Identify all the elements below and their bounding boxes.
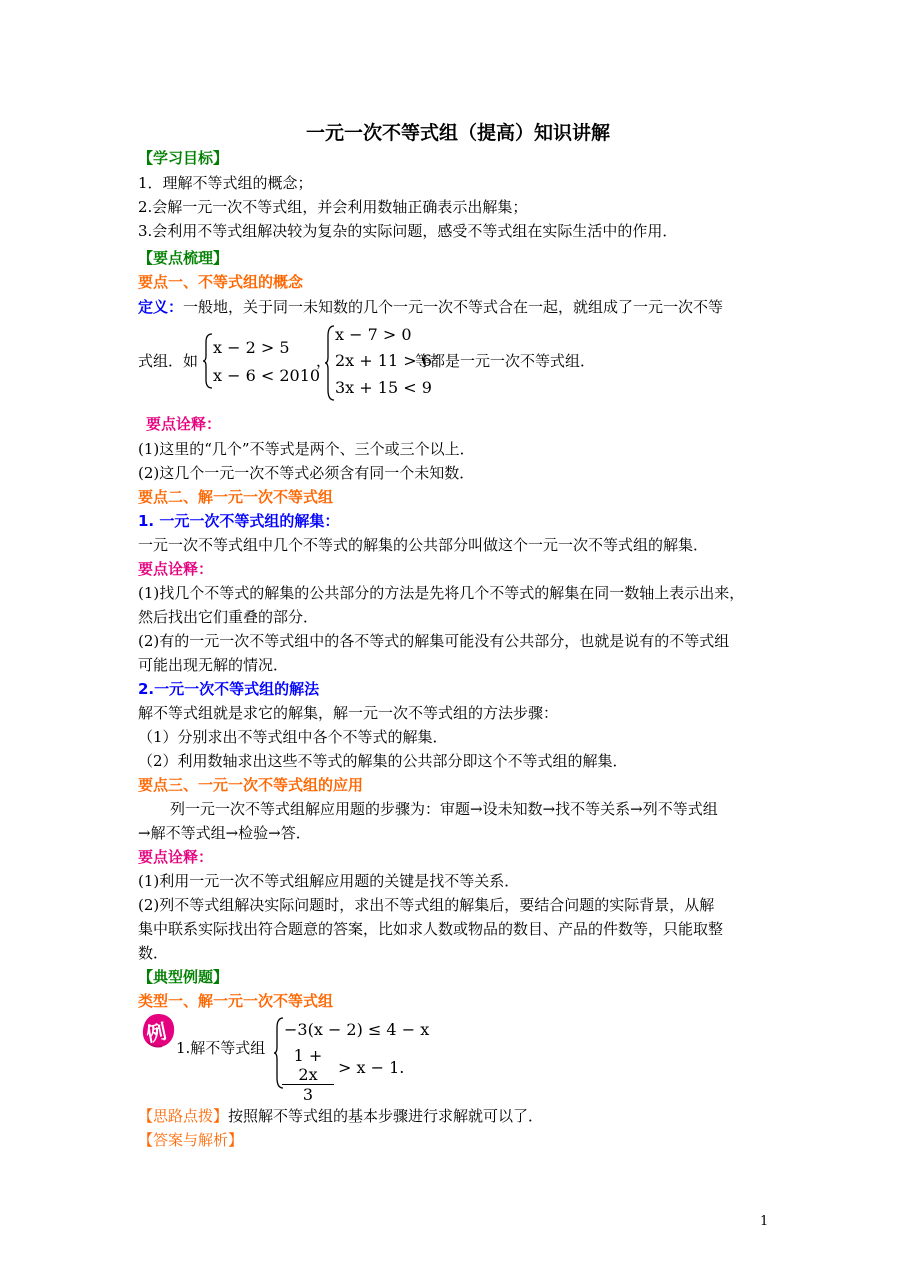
point3-note-3: 集中联系实际找出符合题意的答案，比如求人数或物品的数目、产品的件数等，只能取整 [138,920,724,938]
hint-label: 【思路点拨】 [138,1107,229,1125]
definition-line2-a: 式组．如 [138,352,199,370]
sys1-row2: x − 6 < 2010 [213,366,321,385]
point2-sub1-heading: 1. 一元一次不等式组的解集： [138,512,340,530]
point2-note-3: (2)有的一元一次不等式组中的各不等式的解集可能没有公共部分，也就是说有的不等式组 [138,632,730,650]
section-examples: 【典型例题】 [138,968,229,986]
fraction-numerator: 1 + 2x [282,1046,334,1085]
point2-sub2-heading: 2.一元一次不等式组的解法 [138,680,320,698]
section-points: 【要点梳理】 [138,249,229,267]
goal-3: 3.会利用不等式组解决较为复杂的实际问题，感受不等式组在实际生活中的作用． [138,222,678,240]
point2-note-2: 然后找出它们重叠的部分． [138,608,319,626]
point1-heading: 要点一、不等式组的概念 [138,273,304,291]
point2-sub2-text: 解不等式组就是求它的解集，解一元一次不等式组的方法步骤： [138,704,559,722]
point3-text-1: 列一元一次不等式组解应用题的步骤为：审题→设未知数→找不等关系→列不等式组 [170,800,718,818]
point2-note-4: 可能出现无解的情况． [138,656,289,674]
point3-heading: 要点三、一元一次不等式组的应用 [138,776,364,794]
definition-label: 定义： [138,298,184,316]
point2-step-2: （2）利用数轴求出这些不等式的解集的公共部分即这个不等式组的解集． [138,752,628,770]
hint-text: 按照解不等式组的基本步骤进行求解就可以了． [228,1107,544,1125]
definition-line2-c: 等都是一元一次不等式组． [415,352,596,370]
point1-note-heading: 要点诠释： [146,415,222,433]
page-number: 1 [760,1214,769,1229]
page-title: 一元一次不等式组（提高）知识讲解 [305,122,610,144]
point1-note-1: (1)这里的“几个”不等式是两个、三个或三个以上． [138,440,475,458]
point3-text-2: →解不等式组→检验→答． [138,824,311,842]
sys1-row1: x − 2 > 5 [213,338,290,357]
point1-note-2: (2)这几个一元一次不等式必须含有同一个未知数． [138,464,475,482]
point3-note-1: (1)利用一元一次不等式组解应用题的关键是找不等关系． [138,872,520,890]
point3-note-2: (2)列不等式组解决实际问题时，求出不等式组的解集后，要结合问题的实际背景，从解 [138,896,715,914]
answer-label: 【答案与解析】 [138,1131,244,1149]
point3-note-heading: 要点诠释： [138,848,214,866]
example1-label: 1.解不等式组 [176,1039,266,1057]
example1-fraction [282,1046,334,1104]
type1-heading: 类型一、解一元一次不等式组 [138,992,334,1010]
definition-line [138,297,723,317]
fraction-denominator: 3 [302,1085,314,1104]
sys2-row3: 3x + 15 < 9 [335,378,432,397]
goal-2: 2.会解一元一次不等式组，并会利用数轴正确表示出解集； [138,198,528,216]
definition-line2-b: ， [316,352,332,370]
example1-row2-rest: > x − 1. [338,1058,405,1077]
point2-step-1: （1）分别求出不等式组中各个不等式的解集． [138,728,448,746]
example-badge-icon [140,1012,176,1050]
sys2-row2: 2x + 11 > 6 [335,351,432,370]
section-goals: 【学习目标】 [138,149,229,167]
sys2-row1: x − 7 > 0 [335,325,412,344]
point3-note-4: 数． [138,944,169,962]
point2-note-heading: 要点诠释： [138,560,214,578]
point2-heading: 要点二、解一元一次不等式组 [138,488,334,506]
point2-note-1: (1)找几个不等式的解集的公共部分的方法是先将几个不等式的解集在同一数轴上表示出来， [138,584,745,602]
point2-sub1-text: 一元一次不等式组中几个不等式的解集的公共部分叫做这个一元一次不等式组的解集． [138,536,709,554]
definition-text: 一般地，关于同一未知数的几个一元一次不等式合在一起，就组成了一元一次不等 [183,298,724,316]
example-badge-text: 例 [144,1019,169,1047]
example1-row1: −3(x − 2) ≤ 4 − x [284,1020,430,1039]
hint-line [138,1106,543,1126]
goal-1: 1．理解不等式组的概念； [138,174,313,192]
